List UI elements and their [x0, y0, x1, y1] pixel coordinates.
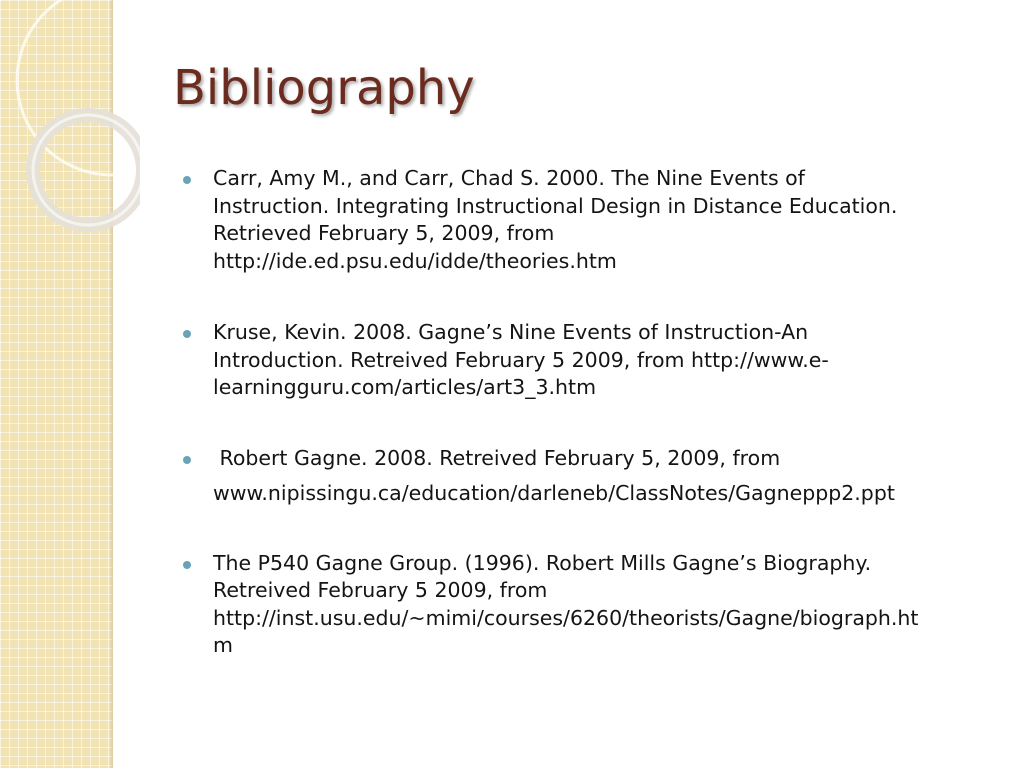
- slide-title: Bibliography: [173, 60, 475, 116]
- bullet-icon: [183, 561, 191, 569]
- entry-line: Instruction. Integrating Instructional Design in Distance Education.: [213, 193, 898, 218]
- entry-link[interactable]: learningguru.com/articles/art3_3.htm: [213, 375, 597, 399]
- entry-link-continuation[interactable]: m: [213, 633, 233, 657]
- bullet-icon: [183, 330, 191, 338]
- entry-line: Retrieved February 5, 2009, from: [213, 221, 555, 245]
- bibliography-entry: [183, 319, 998, 402]
- bullet-icon: [183, 176, 191, 184]
- entry-link[interactable]: www.nipissingu.ca/education/darleneb/ClassNotes/Gagneppp2.ppt: [213, 481, 895, 505]
- entry-line: Carr, Amy M., and Carr, Chad S. 2000. The Nine Events of: [213, 166, 805, 190]
- entry-line: Kruse, Kevin. 2008. Gagne’s Nine Events of Instruction-An: [213, 320, 809, 344]
- entry-link[interactable]: http://ide.ed.psu.edu/idde/theories.htm: [213, 248, 617, 273]
- entry-line: Robert Gagne. 2008. Retreived February 5, 2009, from: [213, 445, 781, 470]
- bibliography-entry: [183, 550, 998, 660]
- bibliography-list: [183, 165, 998, 660]
- decorative-side-band: [0, 0, 113, 768]
- entry-line: Introduction. Retreived February 5 2009, from http://www.e-: [213, 347, 829, 372]
- bullet-icon: [183, 456, 191, 464]
- bibliography-entry: [183, 445, 998, 508]
- entry-line: The P540 Gagne Group. (1996). Robert Mills Gagne’s Biography.: [213, 550, 872, 575]
- entry-line: Retreived February 5 2009, from: [213, 578, 548, 602]
- bibliography-entry: [183, 165, 998, 275]
- entry-link[interactable]: http://inst.usu.edu/~mimi/courses/6260/theorists/Gagne/biograph.ht: [213, 605, 919, 630]
